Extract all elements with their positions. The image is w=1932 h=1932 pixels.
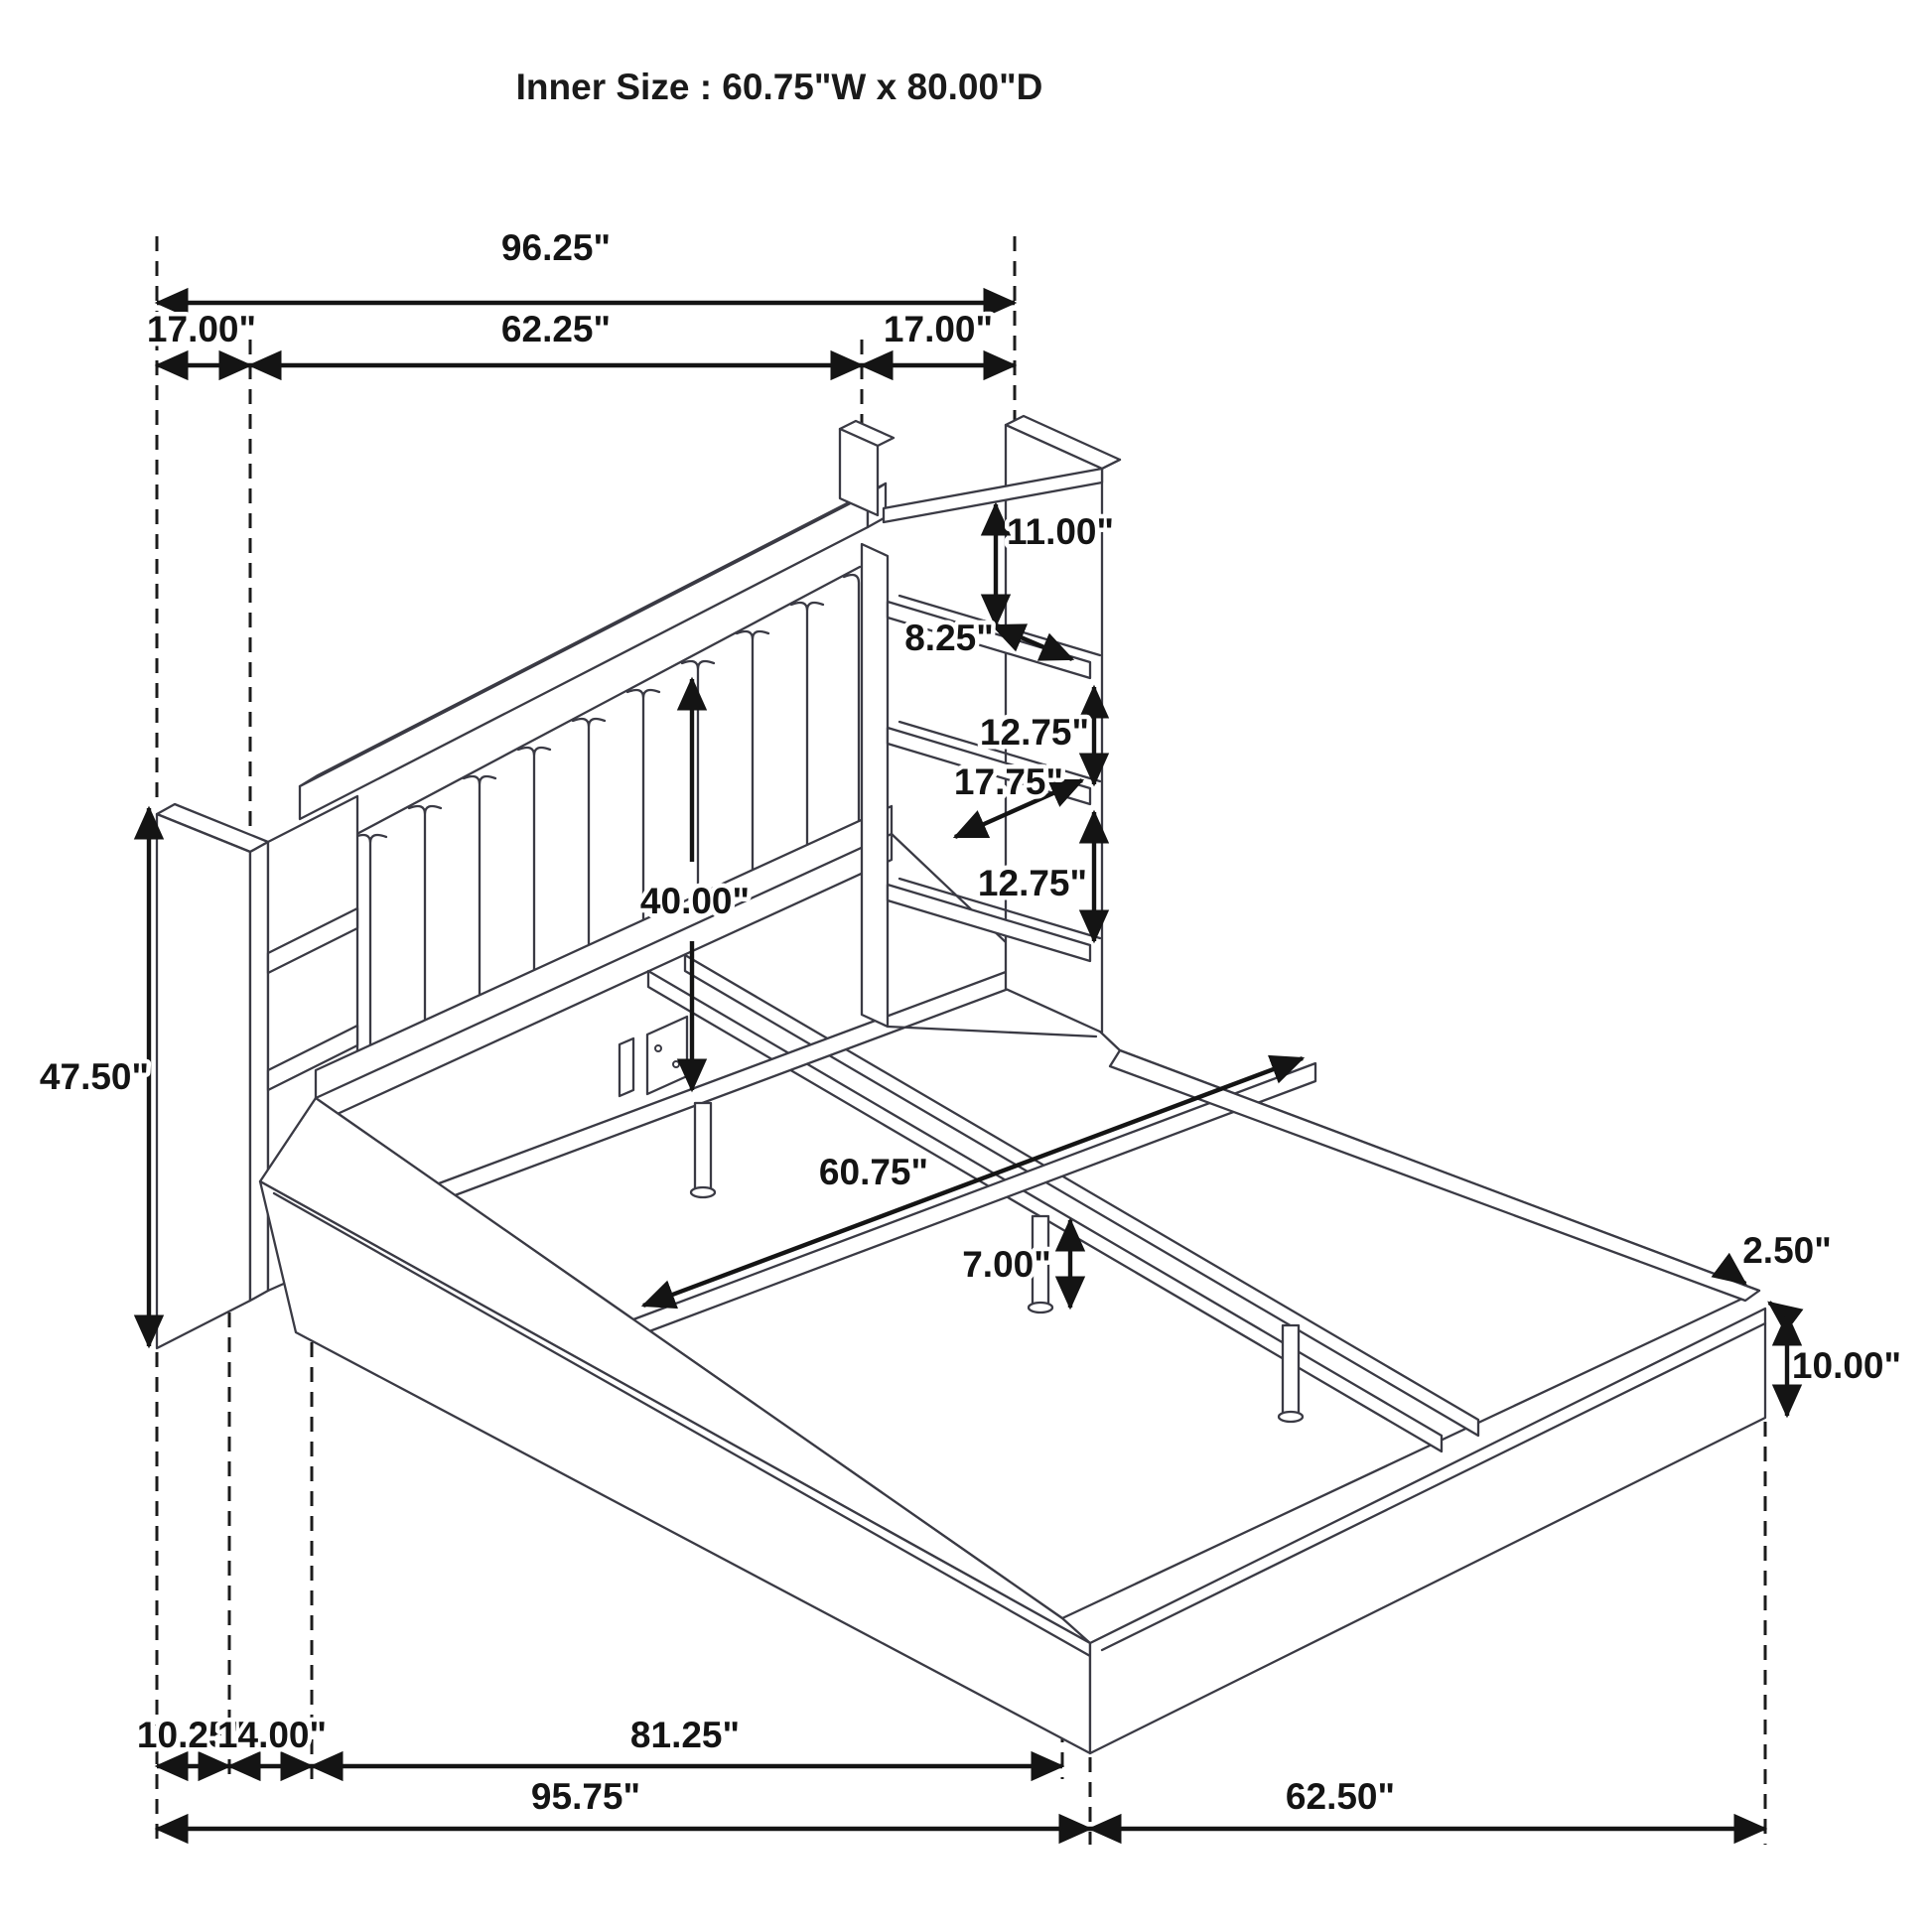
label-right-pier-width: 17.00" [883, 309, 994, 349]
label-pier-back-depth: 10.25" [136, 1715, 247, 1755]
label-shelf-gap-lower: 12.75" [977, 863, 1088, 903]
label-pier-front-depth: 14.00" [216, 1715, 328, 1755]
channel-divider [737, 631, 768, 870]
channel-divider [791, 603, 823, 845]
channel-divider [682, 661, 714, 895]
label-pier-height: 47.50" [39, 1056, 150, 1097]
label-rail-ledge: 2.50" [1742, 1230, 1832, 1271]
leg-foot [1029, 1303, 1052, 1312]
label-platform-depth: 81.25" [629, 1715, 741, 1755]
left-pier-panel-edge [250, 842, 268, 1301]
left-pier-panel-outer-face [157, 814, 250, 1348]
label-headboard-width: 62.25" [500, 309, 612, 349]
label-foot-width: 62.50" [1285, 1776, 1396, 1817]
channel-divider [573, 719, 605, 945]
dim-rail-ledge-arrow-b [1769, 1303, 1785, 1314]
label-leg-height: 7.00" [962, 1244, 1051, 1285]
center-leg [1283, 1325, 1299, 1415]
label-headboard-height: 40.00" [639, 881, 751, 921]
label-pier-top-gap: 11.00" [1006, 511, 1115, 552]
leg-foot [691, 1187, 715, 1197]
label-overall-depth: 95.75" [530, 1776, 641, 1817]
channel-divider [354, 835, 386, 1045]
right-pier-column [862, 544, 888, 1027]
slat-leg [695, 1103, 711, 1190]
label-shelf-depth: 8.25" [904, 618, 994, 658]
channel-right-edge [844, 575, 859, 821]
channel-divider [518, 748, 550, 970]
label-left-pier-width: 17.00" [146, 309, 257, 349]
label-shelf-width: 17.75" [953, 761, 1064, 802]
headboard-cap-front-face [300, 494, 868, 819]
label-overall-width: 96.25" [500, 227, 612, 268]
channel-divider [409, 806, 441, 1021]
label-inner-width: 60.75" [818, 1152, 929, 1192]
channel-divider [464, 776, 495, 995]
page-title: Inner Size : 60.75"W x 80.00"D [515, 67, 1043, 107]
leg-foot [1279, 1412, 1303, 1422]
bracket-hook [620, 1038, 633, 1096]
label-frame-height: 10.00" [1791, 1345, 1902, 1386]
label-shelf-gap-upper: 12.75" [979, 712, 1090, 753]
